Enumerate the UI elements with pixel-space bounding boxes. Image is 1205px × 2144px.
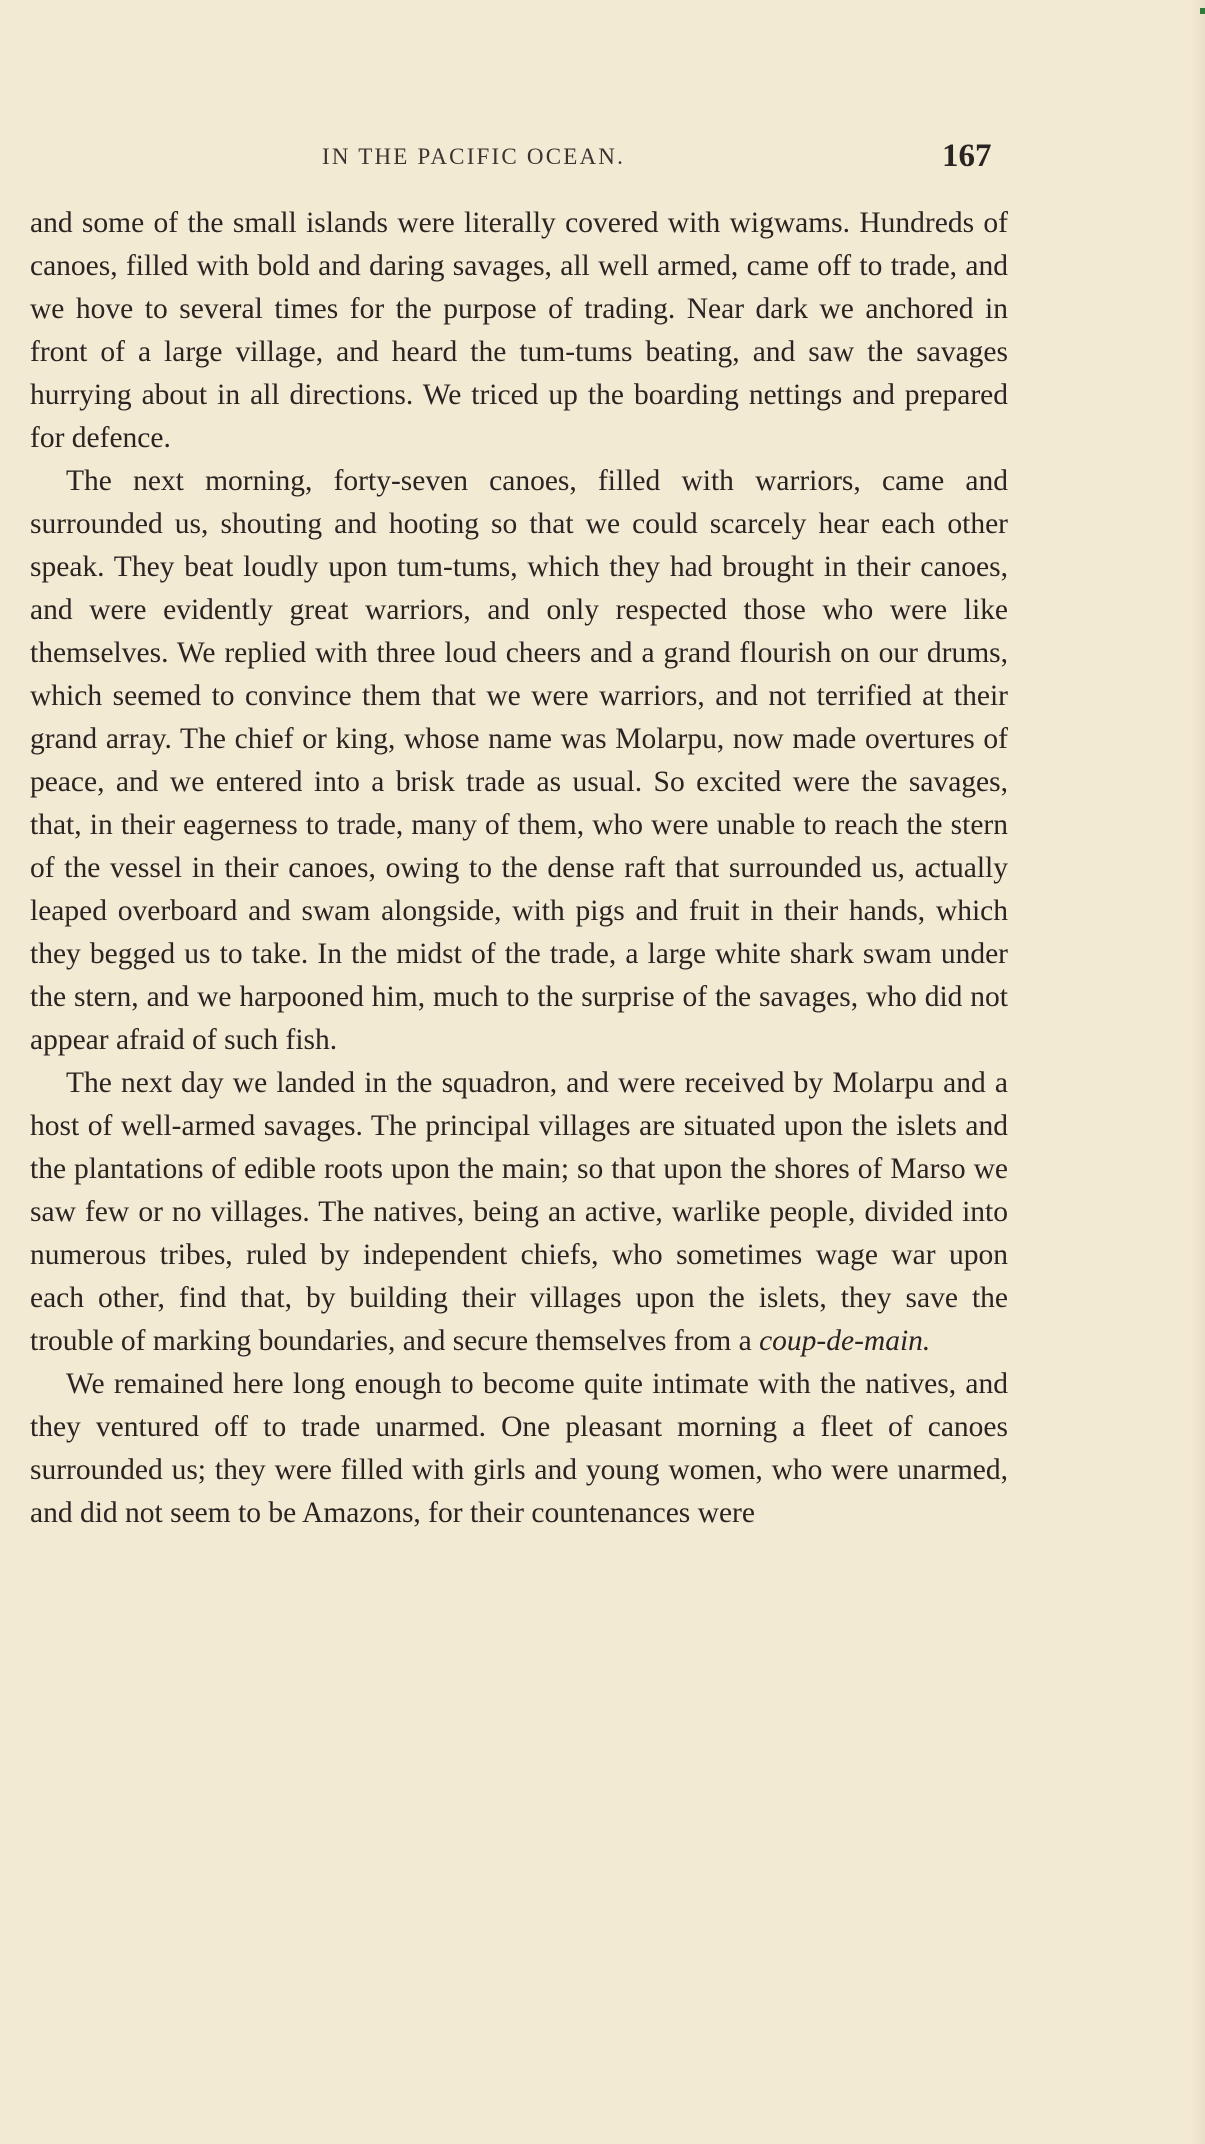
paragraph-2: The next morning, forty-seven canoes, filled with warriors, came and surrounded us, shouting and hooting so that we could scarcely hear each other speak. They beat loudly upon tum-tums, which they had brought in their canoes, and were evidently great warriors, and only respected those who were like themselves. We replied with three loud cheers and a grand flourish on our drums, which seemed to convince them that we were warriors, and not terrified at their grand array. The chief or king, whose name was Molarpu, now made overtures of peace, and we entered into a brisk trade as usual. So excited were the savages, that, in their eagerness to trade, many of them, who were unable to reach the stern of the vessel in their canoes, owing to the dense raft that surrounded us, actually leaped overboard and swam alongside, with pigs and fruit in their hands, which they begged us to take. In the midst of the trade, a large white shark swam under the stern, and we harpooned him, much to the surprise of the savages, who did not appear afraid of such fish. [30,465,1008,1056]
body-text [30,202,1008,1535]
paragraph-3-italic: coup-de-main. [759,1325,931,1357]
paragraph-1: and some of the small islands were literally covered with wigwams. Hundreds of canoes, filled with bold and daring savages, all well armed, came off to trade, and we hove to several times for the purpose of trading. Near dark we anchored in front of a large village, and heard the tum-tums beating, and saw the savages hurrying about in all directions. We triced up the boarding nettings and prepared for defence. [30,207,1008,454]
page-edge-shadow [1191,0,1205,2144]
paragraph-4: We remained here long enough to become quite intimate with the natives, and they ventured off to trade unarmed. One pleasant morning a fleet of canoes surrounded us; they were filled with girls and young women, who were unarmed, and did not seem to be Amazons, for their countenances were [30,1368,1008,1529]
running-header [0,138,1205,178]
paragraph-3-text: The next day we landed in the squadron, and were received by Molarpu and a host of well-armed savages. The principal villages are situated upon the islets and the plantations of edible roots upon the main; so that upon the shores of Marso we saw few or no villages. The natives, being an active, warlike people, divided into numerous tribes, ruled by independent chiefs, who sometimes wage war upon each other, find that, by building their villages upon the islets, they save the trouble of marking boundaries, and secure themselves from a [30,1067,1008,1357]
corner-color-mark [1200,8,1205,14]
paragraph-3 [30,1062,1008,1363]
page-number: 167 [942,138,992,174]
running-title: IN THE PACIFIC OCEAN. [322,144,626,169]
